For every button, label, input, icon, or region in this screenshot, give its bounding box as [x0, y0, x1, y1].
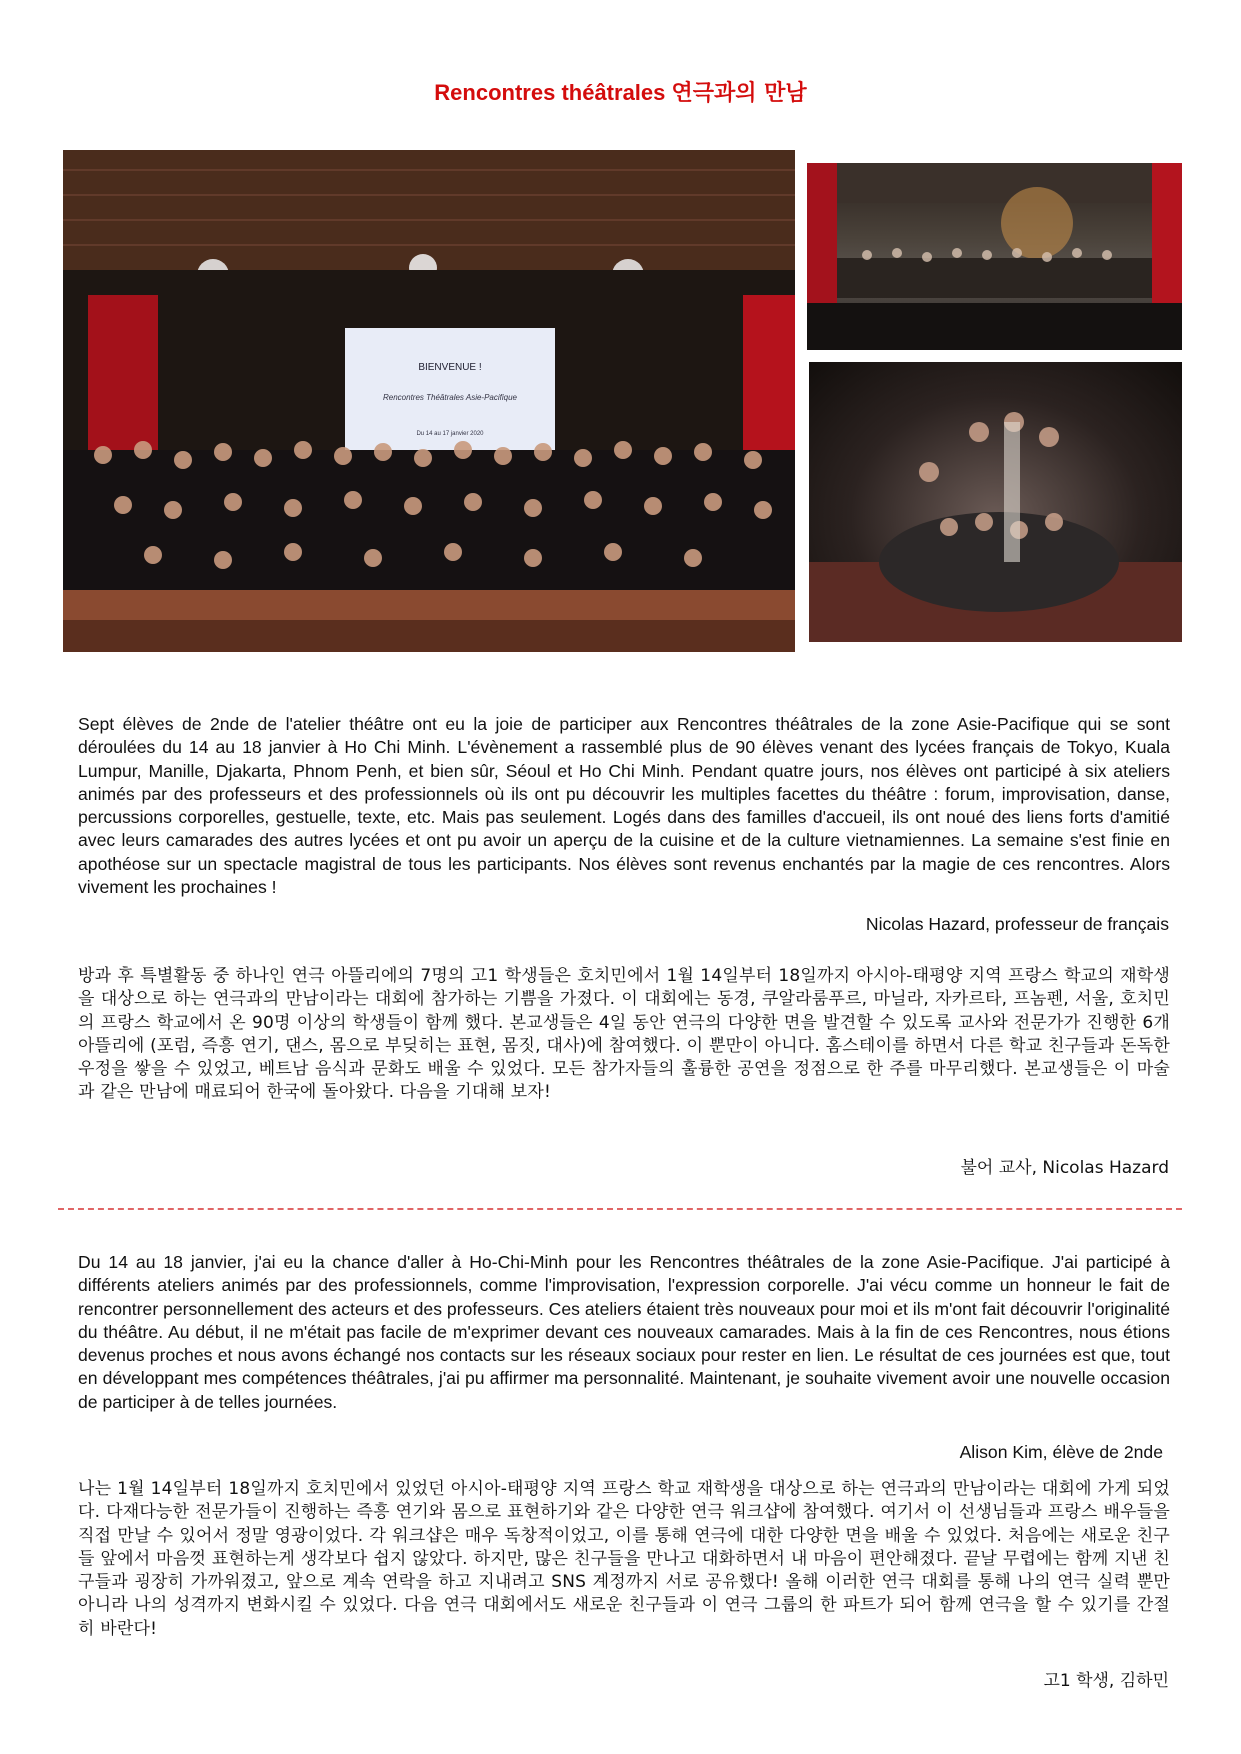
- stage-photo: [807, 163, 1182, 350]
- section2-korean-text: 나는 1월 14일부터 18일까지 호치민에서 있었던 아시아-태평양 지역 프랑스 학교 재학생을 대상으로 하는 연극과의 만남이라는 대회에 가게 되었다. 다재다능한 전문가들이 진행하는 즉흥 연기와 몸으로 표현하기와 같은 다양한 연극 워크샵에 참여했다. 여기서 이 선생님들과 프랑스 배우들을 직접 만날 수 있어서 정말 영광이었다. 각 워크샵은 매우 독창적이었고, 이를 통해 연극에 대한 다양한 면을 배울 수 있었다. 처음에는 새로운 친구들 앞에서 마음껏 표현하는게 생각보다 쉽지 않았다. 하지만, 많은 친구들을 만나고 대화하면서 내 마음이 편안해졌다. 끝날 무렵에는 함께 지낸 친구들과 굉장히 가까워졌고, 앞으로 계속 연락을 하고 지내려고 SNS 계정까지 서로 공유했다! 올해 이러한 연극 대회를 통해 나의 연극 실력 뿐만 아니라 나의 성격까지 변화시킬 수 있었다. 다음 연극 대회에서도 새로운 친구들과 이 연극 그룹의 한 파트가 되어 함께 연극을 할 수 있기를 간절히 바란다!: [78, 1479, 1170, 1639]
- screen-dates: Du 14 au 17 janvier 2020: [416, 431, 484, 437]
- section1-korean-text: 방과 후 특별활동 중 하나인 연극 아뜰리에의 7명의 고1 학생들은 호치민에서 1월 14일부터 18일까지 아시아-태평양 지역 프랑스 학교의 재학생을 대상으로 하는 연극과의 만남이라는 대회에 참가하는 기쁨을 가졌다. 이 대회에는 동경, 쿠알라룸푸르, 마닐라, 자카르타, 프놈펜, 서울, 호치민의 프랑스 학교에서 온 90명 이상의 학생들이 함께 했다. 본교생들은 4일 동안 연극의 다양한 면을 발견할 수 있도록 교사와 전문가가 진행한 6개 아뜰리에 (포럼, 즉흥 연기, 댄스, 몸으로 부딪히는 표현, 몸짓, 대사)에 참여했다. 이 뿐만이 아니다. 홈스테이를 하면서 다른 학교 친구들과 돈독한 우정을 쌓을 수 있었고, 베트남 음식과 문화도 배울 수 있었다. 모든 참가자들의 훌륭한 공연을 정점으로 한 주를 마무리했다. 본교생들은 이 마술과 같은 만남에 매료되어 한국에 돌아왔다. 다음을 기대해 보자!: [78, 966, 1170, 1103]
- section1-french-text: Sept élèves de 2nde de l'atelier théâtre ont eu la joie de participer aux Rencontres théâtrales de la zone Asie-Pacifique qui se sont déroulées du 14 au 18 janvier à Ho Chi Minh. L'évènement a rassemblé plus de 90 élèves venant des lycées français de Tokyo, Kuala Lumpur, Manille, Djakarta, Phnom Penh, et bien sûr, Séoul et Ho Chi Minh. Pendant quatre jours, nos élèves ont participé à six ateliers animés par des professeurs et des professionnels où ils ont pu découvrir les multiples facettes du théâtre : forum, improvisation, danse, percussions corporelles, gestuelle, texte, etc. Mais pas seulement. Logés dans des familles d'accueil, ils ont noué des liens forts d'amitié avec leurs camarades des autres lycées et ont pu avoir un aperçu de la cuisine et de la culture vietnamiennes. La semaine s'est finie en apothéose sur un spectacle magistral de tous les participants. Nos élèves sont revenus enchantés par la magie de ces rencontres. Alors vivement les prochaines !: [78, 714, 1170, 898]
- screen-subtitle: Rencontres Théâtrales Asie-Pacifique: [383, 393, 517, 402]
- section2-korean-signature: 고1 학생, 김하민: [1043, 1671, 1169, 1691]
- screen-title: BIENVENUE !: [418, 362, 482, 373]
- section2-french-text: Du 14 au 18 janvier, j'ai eu la chance d'aller à Ho-Chi-Minh pour les Rencontres théâtrales de la zone Asie-Pacifique. J'ai participé à différents ateliers animés par des professionnels, comme l'improvisation, l'expression corporelle. J'ai vécu comme un honneur le fait de rencontrer personnellement des acteurs et des professeurs. Ces ateliers étaient très nouveaux pour moi et ils m'ont fait découvrir l'originalité du théâtre. Au début, il ne m'était pas facile de m'exprimer devant ces nouveaux camarades. Mais à la fin de ces Rencontres, nous étions devenus proches et nous avons échangé nos contacts sur les réseaux sociaux pour rester en lien. Le résultat de ces journées est que, tout en développant mes compétences théâtrales, j'ai pu affirmer ma personnalité. Maintenant, je souhaite vivement avoir une nouvelle occasion de participer à de telles journées.: [78, 1252, 1170, 1412]
- group-photo: [63, 150, 795, 652]
- section1-french-signature: Nicolas Hazard, professeur de français: [865, 914, 1169, 934]
- title-korean: 연극과의 만남: [671, 81, 807, 106]
- circle-photo: [809, 362, 1182, 642]
- section1-korean-signature: 불어 교사, Nicolas Hazard: [960, 1158, 1169, 1178]
- page-title: [0, 76, 1241, 107]
- section-divider: [58, 1208, 1182, 1210]
- section2-french-signature: Alison Kim, élève de 2nde: [959, 1442, 1163, 1462]
- title-french: Rencontres théâtrales: [434, 80, 666, 105]
